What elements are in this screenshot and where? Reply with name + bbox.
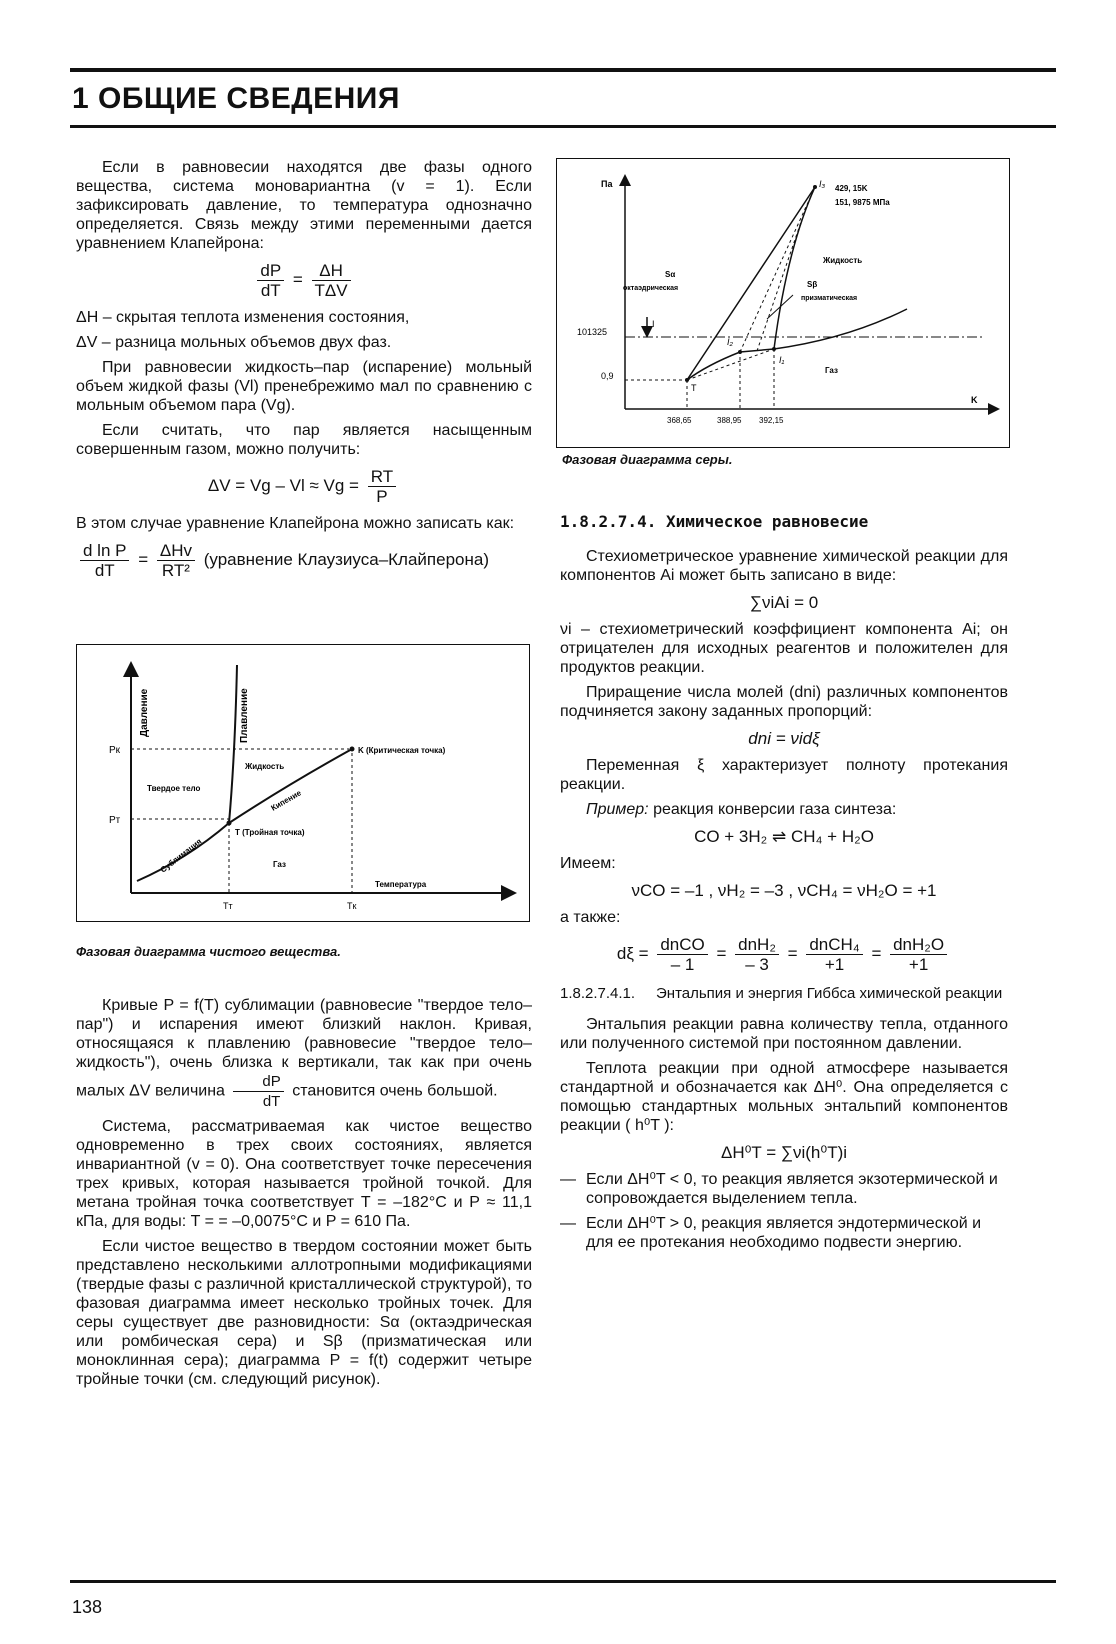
equation: ΔH⁰T = ∑νi(h⁰T)i bbox=[720, 1143, 848, 1162]
sulfur-diagram-svg bbox=[557, 159, 1009, 447]
paragraph: Теплота реакции при одной атмосфере называется стандартной и обозначается как ΔH⁰. Она определяется с помощью стандартных мольных энтальпий компонентов реакции ( h⁰T ): bbox=[560, 1060, 1008, 1134]
section-heading: 1.8.2.7.4. Химическое равновесие bbox=[560, 512, 869, 531]
left-column-continued bbox=[76, 996, 532, 1395]
paragraph: При равновесии жидкость–пар (испарение) мольный объем жидкой фазы (Vl) пренебрежимо мал по сравнению с мольным объемом пара (Vg). bbox=[76, 359, 532, 414]
figure-caption: Фазовая диаграмма серы. bbox=[562, 452, 733, 467]
temperature-label: Температура bbox=[375, 880, 427, 889]
p-atm-label: 101325 bbox=[577, 327, 608, 337]
tt-label: Tт bbox=[223, 901, 233, 911]
subsection-heading: 1.8.2.7.4.1. Энтальпия и энергия Гиббса химической реакции bbox=[560, 985, 1003, 1002]
boiling-label: Кипение bbox=[269, 788, 303, 813]
paragraph: Система, рассматриваемая как чистое вещество одновременно в трех своих состояниях, является инвариантной (v = 0). Она соответствует точке пересечения трех кривых, которая называется тройной точкой. Для метана тройная точка соответствует T = –182°C и P ≈ 11,1 кПа, для воды: T = = –0,0075°C и P = 610 Па. bbox=[76, 1118, 532, 1230]
equation: dni = νidξ bbox=[748, 729, 820, 748]
triple-point bbox=[227, 821, 232, 826]
boiling-curve bbox=[229, 749, 352, 823]
svg-text:Sβ: Sβ bbox=[807, 280, 818, 289]
paragraph: Энтальпия реакции равна количеству тепла, отданного или полученного системой при постоянном давлении. bbox=[560, 1016, 1008, 1052]
phase-diagram-figure bbox=[76, 644, 530, 922]
y-axis-label: Давление bbox=[139, 688, 150, 737]
triple-label: T (Тройная точка) bbox=[235, 828, 305, 837]
title-underline bbox=[70, 125, 1056, 128]
melting-curve bbox=[229, 665, 237, 823]
sublimation-label: Сублимация bbox=[158, 836, 204, 875]
svg-text:I₁: I₁ bbox=[779, 355, 785, 365]
equation: ∑νiAi = 0 bbox=[749, 593, 819, 612]
tk-label: Tк bbox=[347, 901, 357, 911]
equation: dξ = $\frac{\text{dnCO}}{- 1}$ = $\frac{\text{dnH₂}}{- 3}$ = $\frac{\text{dnCH₄}}{+1}$ = $\frac{\text{dnH₂O}}{+1}$ bbox=[560, 935, 1008, 974]
svg-text:I: I bbox=[652, 319, 655, 329]
clausius-equation: $\frac{\text{d ln P}}{dT}$ = $\frac{\text{ΔHv}}{\text{RT²}}$ (уравнение Клаузиуса–Клайперона) bbox=[76, 541, 532, 580]
definition: νi – стехиометрический коэффициент компонента Ai; он отрицателен для исходных реагентов и положителен для продуктов реакции. bbox=[560, 621, 1008, 676]
paragraph: Если считать, что пар является насыщенным совершенным газом, можно получить: bbox=[76, 422, 532, 458]
melting-label: Плавление bbox=[239, 688, 250, 743]
liquid-label: Жидкость bbox=[245, 762, 285, 771]
list-item: — Если ΔH⁰T < 0, то реакция является экзотермической и сопровождается выделением тепла. bbox=[560, 1171, 998, 1207]
svg-text:октаэдрическая: октаэдрическая bbox=[623, 285, 679, 292]
figure-caption: Фазовая диаграмма чистого вещества. bbox=[76, 944, 341, 959]
y-unit: Па bbox=[601, 179, 613, 189]
top-point-label: I₃ bbox=[819, 179, 826, 189]
svg-text:призматическая: призматическая bbox=[801, 295, 858, 302]
critical-point bbox=[350, 747, 355, 752]
definition: ΔV – разница мольных объемов двух фаз. bbox=[76, 334, 392, 351]
paragraph: а также: bbox=[560, 909, 621, 926]
paragraph: В этом случае уравнение Клапейрона можно записать как: bbox=[76, 515, 515, 532]
svg-text:151, 9875 МПа: 151, 9875 МПа bbox=[835, 198, 890, 207]
volume-equation: ΔV = Vg – Vl ≈ Vg = $\frac{RT}{P}$ bbox=[76, 467, 532, 506]
gas-label: Газ bbox=[825, 366, 838, 375]
pk-label: Pк bbox=[109, 745, 121, 756]
equation: νCO = –1 , νH₂ = –3 , νCH₄ = νH₂O = +1 bbox=[631, 881, 937, 900]
pt-label: Pт bbox=[109, 815, 121, 826]
paragraph: Кривые P = f(T) сублимации (равновесие "твердое тело–пар") и испарения имеют близкий наклон. Кривая, относящаяся к плавлению (равновесие "твердое тело–жидкость"), очень близка к вертикали, так как при очень малых ΔV величина $\frac{dP}{dT}$ становится очень большой. bbox=[76, 997, 532, 1110]
p-low-label: 0,9 bbox=[601, 371, 614, 381]
left-column bbox=[76, 158, 532, 588]
svg-text:429, 15K: 429, 15K bbox=[835, 184, 868, 193]
paragraph: Стехиометрическое уравнение химической реакции для компонентов Ai может быть записано в виде: bbox=[560, 548, 1008, 584]
gas-label: Газ bbox=[273, 860, 286, 869]
paragraph: Переменная ξ характеризует полноту протекания реакции. bbox=[560, 757, 1008, 793]
page-title: 1 ОБЩИЕ СВЕДЕНИЯ bbox=[72, 82, 400, 115]
paragraph: Имеем: bbox=[560, 855, 616, 872]
x-unit: K bbox=[971, 395, 978, 405]
paragraph: Если чистое вещество в твердом состоянии может быть представлено несколькими аллотропными модификациями (твердые фазы с различной кристаллической структурой), то фазовая диаграмма имеет несколько тройных точек. Для серы существует две разновидности: Sα (октаэдрическая или ромбическая сера) и Sβ (призматическая или моноклинная сера); диаграмма P = f(t) содержит четыре тройные точки (см. следующий рисунок). bbox=[76, 1238, 532, 1388]
sulfur-diagram-figure bbox=[556, 158, 1010, 448]
paragraph: Пример: реакция конверсии газа синтеза: bbox=[586, 801, 897, 818]
clapeyron-equation: $\frac{dP}{dT}$ = $\frac{\Delta H}{\text{TΔV}}$ bbox=[76, 261, 532, 300]
svg-text:Sα: Sα bbox=[665, 270, 676, 279]
solid-label: Твердое тело bbox=[147, 784, 201, 793]
paragraph: Приращение числа молей (dni) различных компонентов подчиняется закону заданных пропорций: bbox=[560, 684, 1008, 720]
definition: ΔH – скрытая теплота изменения состояния, bbox=[76, 309, 410, 326]
svg-text:I₂: I₂ bbox=[727, 337, 733, 347]
paragraph: Если в равновесии находятся две фазы одного вещества, система моновариантна (v = 1). Если зафиксировать давление, то температура однозначно определяется. Связь между этими переменными дается уравнением Клапейрона: bbox=[76, 159, 532, 252]
equation: CO + 3H₂ ⇌ CH₄ + H₂O bbox=[694, 827, 874, 846]
list-item: — Если ΔH⁰T > 0, реакция является эндотермической и для ее протекания необходимо подвести энергию. bbox=[560, 1215, 982, 1251]
critical-label: K (Критическая точка) bbox=[358, 746, 446, 755]
x-tick: 388,95 bbox=[717, 416, 742, 425]
x-tick: 392,15 bbox=[759, 416, 784, 425]
footer-rule bbox=[70, 1580, 1056, 1583]
liquid-label: Жидкость bbox=[823, 256, 863, 265]
svg-text:T: T bbox=[691, 383, 697, 393]
right-column bbox=[560, 512, 1008, 1258]
page-number: 138 bbox=[72, 1597, 103, 1617]
top-rule bbox=[70, 68, 1056, 72]
x-tick: 368,65 bbox=[667, 416, 692, 425]
phase-diagram-svg bbox=[77, 645, 529, 921]
